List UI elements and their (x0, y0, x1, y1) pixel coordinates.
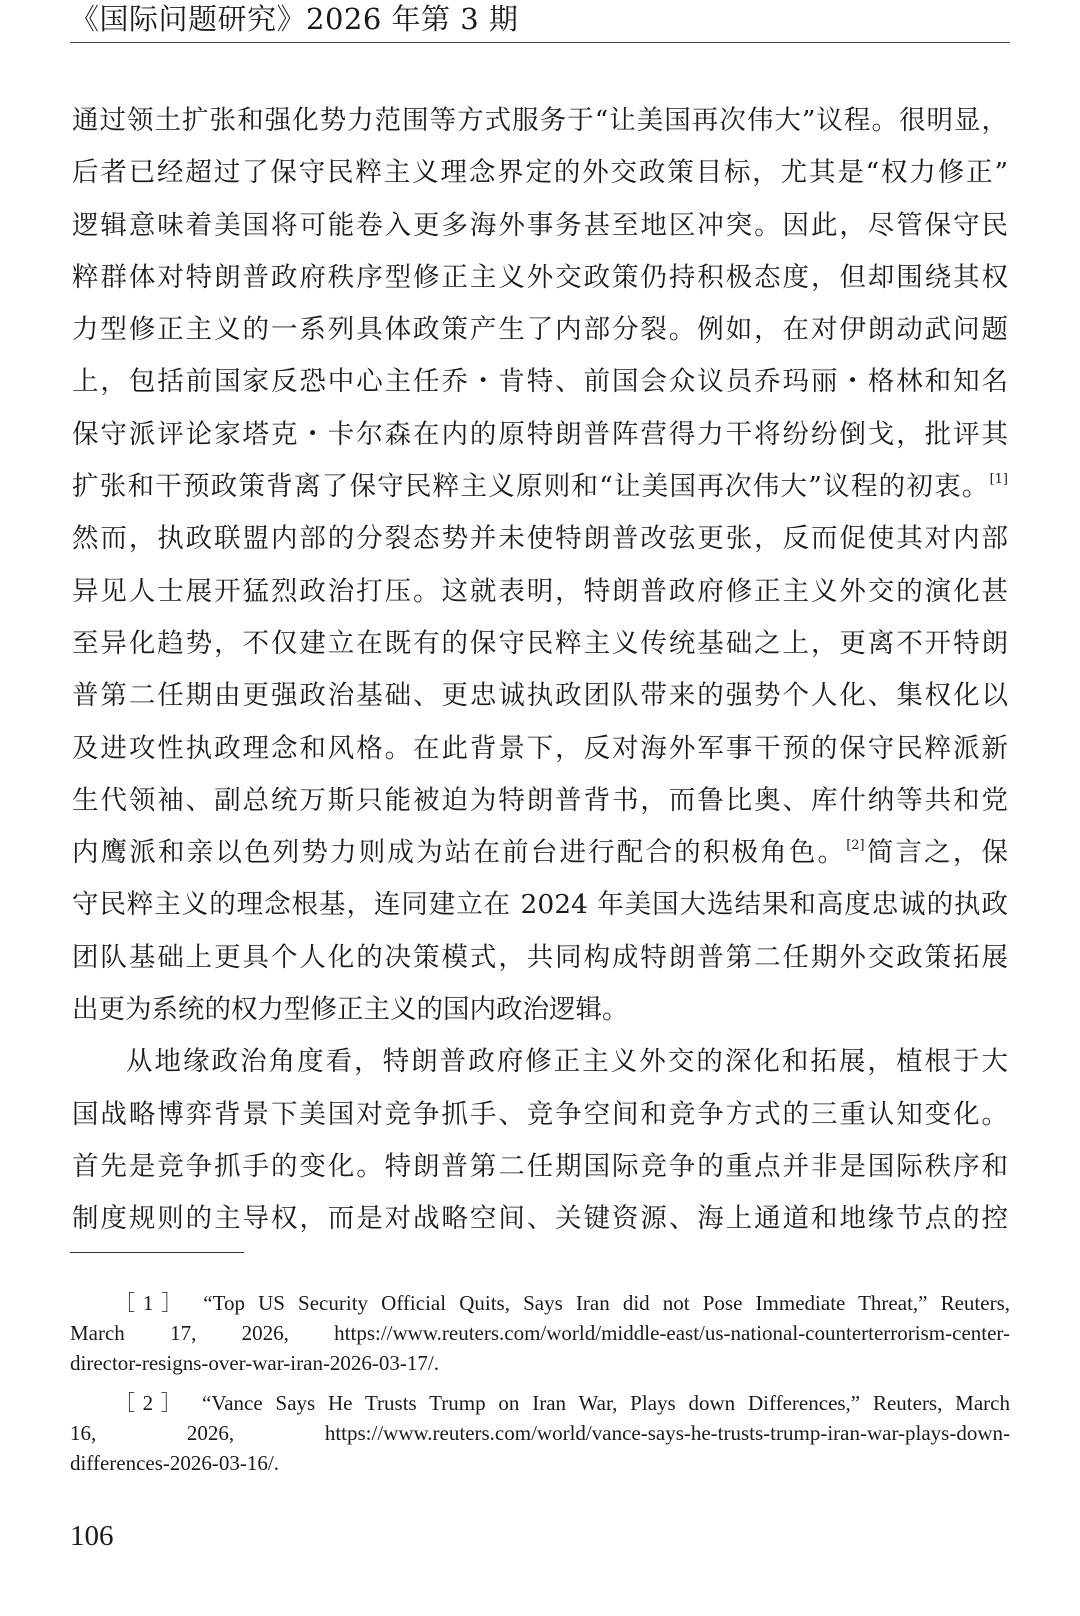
body-line-text: 简言之，保 (864, 837, 1008, 869)
footnote-2 (70, 1388, 1010, 1478)
footnote-line: March 17, 2026, https://www.reuters.com/world/middle-east/us-national-counterterrorism-center- (70, 1321, 1010, 1345)
footnote-line: director-resigns-over-war-iran-2026-03-17/. (70, 1351, 440, 1375)
body-line: 力型修正主义的一系列具体政策产生了内部分裂。例如，在对伊朗动武问题 (72, 314, 1008, 346)
body-line (72, 827, 1008, 879)
footnote-ref-2[interactable]: [2] (846, 838, 865, 854)
body-line: 及进攻性执政理念和风格。在此背景下，反对海外军事干预的保守民粹派新 (72, 732, 1008, 764)
body-line: 首先是竞争抓手的变化。特朗普第二任期国际竞争的重点并非是国际秩序和 (72, 1150, 1008, 1182)
body-line: 上，包括前国家反恐中心主任乔・肯特、前国会众议员乔玛丽・格林和知名 (72, 366, 1008, 398)
body-line: 普第二任期由更强政治基础、更忠诚执政团队带来的强势个人化、集权化以 (72, 680, 1008, 712)
body-line-text: 内鹰派和亲以色列势力则成为站在前台进行配合的积极角色。 (72, 837, 847, 869)
body-line: 通过领土扩张和强化势力范围等方式服务于“让美国再次伟大”议程。很明显， (72, 105, 1008, 136)
body-line: 至异化趋势，不仅建立在既有的保守民粹主义传统基础之上，更离不开特朗 (72, 627, 1008, 659)
footnote-line: ［2］ “Vance Says He Trusts Trump on Iran War, Plays down Differences,” Reuters, March (114, 1391, 1010, 1415)
body-line: 团队基础上更具个人化的决策模式，共同构成特朗普第二任期外交政策拓展 (72, 941, 1008, 973)
running-header: 《国际问题研究》2026 年第 3 期 (70, 2, 519, 36)
footnote-1 (70, 1288, 1010, 1378)
footnote-gap (70, 1378, 1010, 1388)
body-line: 国战略博弈背景下美国对竞争抓手、竞争空间和竞争方式的三重认知变化。 (72, 1098, 1008, 1130)
body-line: 制度规则的主导权，而是对战略空间、关键资源、海上通道和地缘节点的控 (72, 1203, 1008, 1235)
body-line (72, 461, 1008, 513)
body-line: 出更为系统的权力型修正主义的国内政治逻辑。 (72, 994, 629, 1026)
footnote-line: ［1］ “Top US Security Official Quits, Says Iran did not Pose Immediate Threat,” Reuters, (114, 1291, 1010, 1315)
page-number: 106 (70, 1520, 114, 1552)
footnotes (70, 1288, 1010, 1478)
body-line-text: 扩张和干预政策背离了保守民粹主义原则和“让美国再次伟大”议程的初衷。 (72, 471, 990, 503)
body-line: 逻辑意味着美国将可能卷入更多海外事务甚至地区冲突。因此，尽管保守民 (72, 209, 1008, 241)
footnote-separator (70, 1252, 244, 1253)
footnote-ref-1[interactable]: [1] (989, 472, 1008, 488)
footnote-line: 16, 2026, https://www.reuters.com/world/vance-says-he-trusts-trump-iran-war-plays-down- (70, 1421, 1010, 1445)
body-line: 然而，执政联盟内部的分裂态势并未使特朗普改弦更张，反而促使其对内部 (72, 523, 1008, 555)
paragraph-first-line: 从地缘政治角度看，特朗普政府修正主义外交的深化和拓展，植根于大 (126, 1046, 1008, 1078)
body-line: 异见人士展开猛烈政治打压。这就表明，特朗普政府修正主义外交的演化甚 (72, 575, 1008, 607)
body-line: 生代领袖、副总统万斯只能被迫为特朗普背书，而鲁比奥、库什纳等共和党 (72, 784, 1008, 816)
body-text (72, 95, 1008, 1246)
body-line: 后者已经超过了保守民粹主义理念界定的外交政策目标，尤其是“权力修正” (72, 157, 1008, 189)
body-line: 粹群体对特朗普政府秩序型修正主义外交政策仍持积极态度，但却围绕其权 (72, 261, 1008, 293)
body-line: 保守派评论家塔克・卡尔森在内的原特朗普阵营得力干将纷纷倒戈，批评其 (72, 418, 1008, 450)
footnote-line: differences-2026-03-16/. (70, 1451, 279, 1475)
body-line: 守民粹主义的理念根基，连同建立在 2024 年美国大选结果和高度忠诚的执政 (72, 889, 1008, 921)
header-rule (70, 42, 1010, 43)
